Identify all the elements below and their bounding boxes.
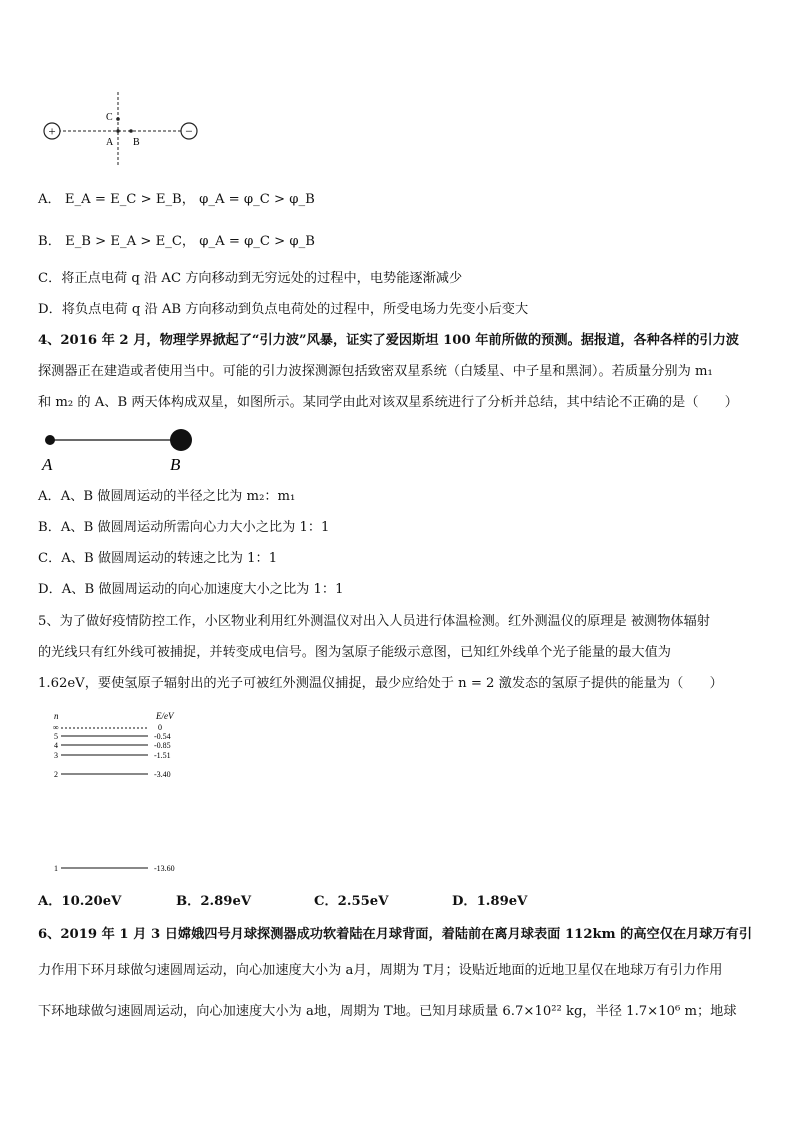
q6-stem-line3: 下环地球做匀速圆周运动，向心加速度大小为 a地，周期为 T地。已知月球质量 6.7×10²² kg，半径 1.7×10⁶ m；地球 (38, 1004, 737, 1019)
q5-stem-line2: 的光线只有红外线可被捕捉，并转变成电信号。图为氢原子能级示意图，已知红外线单个光子能量的最大值为 (38, 645, 671, 660)
q5-stem-line3: 1.62eV，要使氢原子辐射出的光子可被红外测温仪捕捉，最少应给处于 n = 2 激发态的氢原子提供的能量为（ ） (38, 676, 723, 691)
level-5-e: -0.54 (154, 732, 171, 741)
star-b-label: B (170, 455, 181, 474)
level-inf-n: ∞ (53, 723, 59, 732)
q4-stem-line1: 4、2016 年 2 月，物理学界掀起了“引力波”风暴，证实了爱因斯坦 100 年前所做的预测。据报道，各种各样的引力波 (38, 333, 739, 348)
level-2-e: -3.40 (154, 770, 171, 779)
star-b (170, 429, 192, 451)
point-c (116, 117, 120, 121)
q5-option-b: B．2.89eV (176, 894, 252, 909)
q5-option-c: C．2.55eV (314, 894, 389, 909)
binary-star-figure (38, 425, 208, 475)
q5-stem-line1: 5、为了做好疫情防控工作，小区物业利用红外测温仪对出入人员进行体温检测。红外测温仪的原理是 被测物体辐射 (38, 614, 710, 629)
q5-option-d: D．1.89eV (452, 894, 528, 909)
level-3-e: -1.51 (154, 751, 171, 760)
label-c: C (106, 112, 113, 123)
level-4-e: -0.85 (154, 741, 171, 750)
q4-option-a: A．A、B 做圆周运动的半径之比为 m₂：m₁ (38, 489, 296, 504)
q4-option-d: D．A、B 做圆周运动的向心加速度大小之比为 1：1 (38, 582, 344, 597)
n-header: n (54, 711, 59, 721)
q4-stem-line2: 探测器正在建造或者使用当中。可能的引力波探测源包括致密双星系统（白矮星、中子星和黑洞）。若质量分别为 m₁ (38, 364, 713, 379)
energy-level-diagram (48, 708, 208, 878)
q4-stem-line3: 和 m₂ 的 A、B 两天体构成双星，如图所示。某同学由此对该双星系统进行了分析并总结，其中结论不正确的是（ ） (38, 395, 738, 410)
q4-option-c: C．A、B 做圆周运动的转速之比为 1：1 (38, 551, 278, 566)
level-1-n: 1 (54, 864, 58, 873)
star-a-label: A (42, 455, 53, 474)
positive-charge-sign: + (48, 123, 56, 139)
charges-figure (38, 90, 208, 170)
level-5-n: 5 (54, 732, 58, 741)
q5-option-a: A．10.20eV (38, 894, 122, 909)
negative-charge-sign: − (185, 123, 193, 139)
star-a (45, 435, 55, 445)
level-4-n: 4 (54, 741, 58, 750)
q3-option-c: C．将正点电荷 q 沿 AC 方向移动到无穷远处的过程中，电势能逐渐减少 (38, 271, 463, 286)
point-b (129, 129, 133, 133)
q6-stem-line2: 力作用下环月球做匀速圆周运动，向心加速度大小为 a月，周期为 T月；设贴近地面的近地卫星仅在地球万有引力作用 (38, 963, 723, 978)
level-1-e: -13.60 (154, 864, 175, 873)
energy-header: E/eV (156, 711, 174, 721)
point-a (116, 129, 120, 133)
level-2-n: 2 (54, 770, 58, 779)
q3-option-a: A． E_A = E_C > E_B， φ_A = φ_C > φ_B (38, 192, 315, 207)
label-a: A (106, 137, 114, 148)
label-b: B (133, 137, 140, 148)
q6-stem-line1: 6、2019 年 1 月 3 日嫦娥四号月球探测器成功软着陆在月球背面，着陆前在离月球表面 112km 的高空仅在月球万有引 (38, 927, 753, 942)
q4-option-b: B．A、B 做圆周运动所需向心力大小之比为 1：1 (38, 520, 330, 535)
level-inf-e: 0 (158, 723, 162, 732)
q3-option-b: B． E_B > E_A > E_C， φ_A = φ_C > φ_B (38, 234, 315, 249)
level-3-n: 3 (54, 751, 58, 760)
q3-option-d: D．将负点电荷 q 沿 AB 方向移动到负点电荷处的过程中，所受电场力先变小后变大 (38, 302, 529, 317)
